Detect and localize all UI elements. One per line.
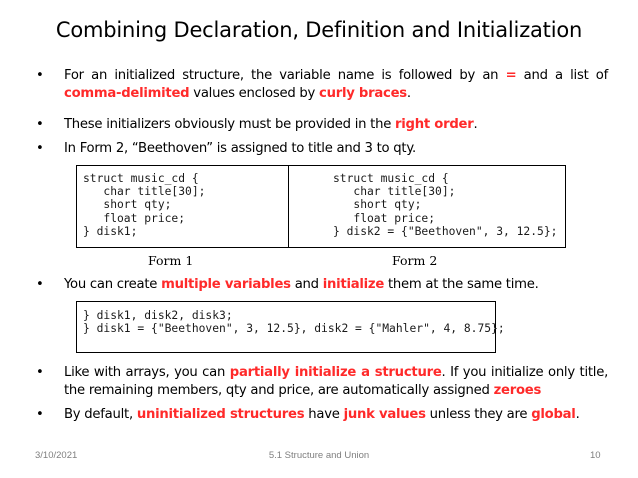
code-line: char title[30]; <box>83 185 206 199</box>
highlight-comma-delimited: comma-delimited <box>64 86 190 101</box>
bullet-4-text: You can create multiple variables and initialize them at the same time. <box>64 277 539 292</box>
bullet-dot: • <box>36 68 44 83</box>
code-line: struct music_cd { <box>333 172 449 185</box>
bullet-6-text: By default, uninitialized structures have junk values unless they are global. <box>64 407 580 422</box>
caption-form-2: Form 2 <box>392 253 438 268</box>
highlight-curly-braces: curly braces <box>319 86 407 101</box>
code-line: float price; <box>83 211 186 225</box>
caption-form-1: Form 1 <box>148 253 194 268</box>
bullet-dot: • <box>36 365 44 380</box>
highlight-global: global <box>531 407 576 422</box>
highlight-equals: = <box>505 68 517 83</box>
code-line: struct music_cd { <box>83 172 199 185</box>
bullet-dot: • <box>36 141 44 156</box>
code-divider <box>288 166 289 247</box>
code-line: short qty; <box>333 198 422 212</box>
code-form-2 <box>333 172 557 238</box>
highlight-multiple-variables: multiple variables <box>161 277 291 292</box>
bullet-5-text: Like with arrays, you can partially initialize a structure. If you initialize only title, the remaining members, qty and price, are automatically assigned zeroes <box>64 365 609 398</box>
bullet-dot: • <box>36 407 44 422</box>
highlight-right-order: right order <box>395 117 474 132</box>
code-line: } disk1; <box>83 224 138 238</box>
highlight-initialize: initialize <box>322 277 385 292</box>
highlight-partially-initialize: partially initialize a structure <box>229 365 442 380</box>
highlight-zeroes: zeroes <box>493 383 542 398</box>
bullet-dot: • <box>36 117 44 132</box>
code-line: char title[30]; <box>333 185 456 199</box>
bullet-3-text: In Form 2, “Beethoven” is assigned to title and 3 to qty. <box>64 141 416 156</box>
code-line: float price; <box>333 211 436 225</box>
bullet-2-text: These initializers obviously must be provided in the right order. <box>64 117 478 132</box>
bullet-1-text: For an initialized structure, the variable name is followed by an = and a list of comma-delimited values enclosed by curly braces. <box>64 68 608 101</box>
bullet-dot: • <box>36 277 44 292</box>
code-line: } disk2 = {"Beethoven", 3, 12.5}; <box>333 224 558 238</box>
code-line: } disk1 = {"Beethoven", 3, 12.5}, disk2 = {"Mahler", 4, 8.75}; <box>83 322 505 336</box>
footer-page-number: 10 <box>590 450 601 461</box>
code-multi <box>83 309 505 335</box>
code-line: } disk1, disk2, disk3; <box>83 309 233 322</box>
footer-date: 3/10/2021 <box>35 450 78 461</box>
highlight-uninitialized-structures: uninitialized structures <box>136 407 305 422</box>
code-form-1 <box>83 172 205 238</box>
slide-title: Combining Declaration, Definition and Initialization <box>55 18 583 42</box>
code-line: short qty; <box>83 198 172 212</box>
code-multi-box <box>76 301 505 353</box>
code-forms-box <box>76 165 566 248</box>
highlight-junk-values: junk values <box>343 407 426 422</box>
footer-center: 5.1 Structure and Union <box>268 450 370 461</box>
